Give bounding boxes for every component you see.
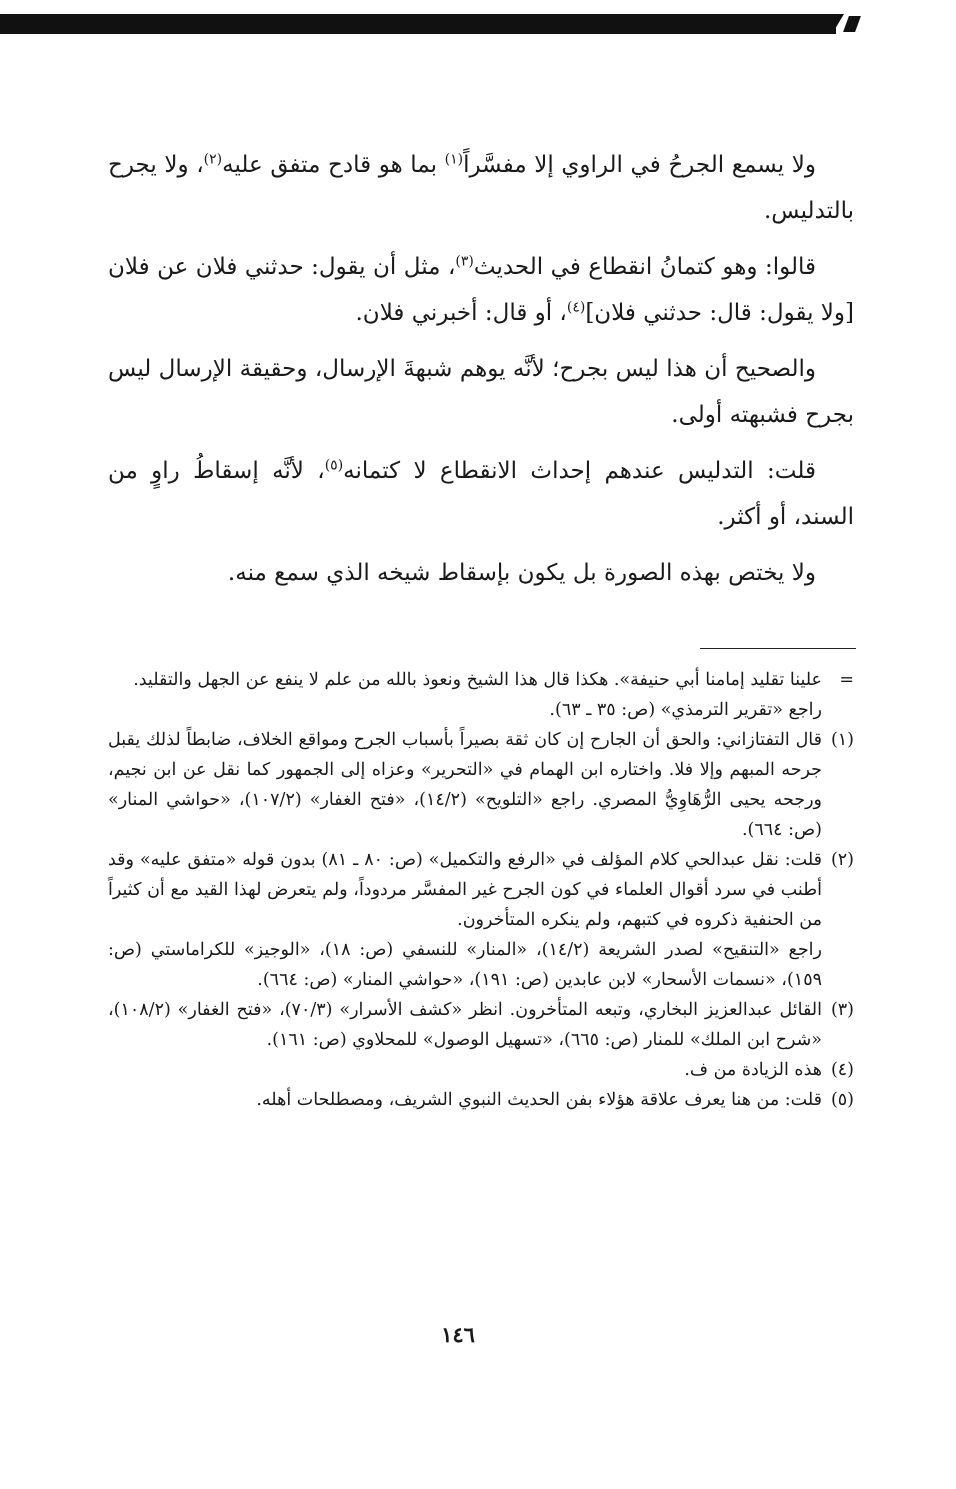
footnote-3 xyxy=(108,995,854,1055)
footnote-ref[interactable]: (٢) xyxy=(203,151,223,168)
footnote-marker: (٣) xyxy=(830,1000,854,1020)
footnote-continuation xyxy=(108,665,854,695)
footnote-marker: (٢) xyxy=(830,850,854,870)
footnote-separator xyxy=(700,648,856,649)
footnote-text: هذه الزيادة من ف. xyxy=(684,1060,822,1080)
footnote-2 xyxy=(108,845,854,935)
top-black-bar xyxy=(0,14,836,34)
footnote-ref[interactable]: (٣) xyxy=(455,253,474,270)
text: قلت: التدليس عندهم إحداث الانقطاع لا كتمانه xyxy=(343,458,816,484)
text: ، أو قال: أخبرني فلان. xyxy=(355,300,567,326)
corner-mark xyxy=(843,16,861,32)
text: ، ولا يجرح بالتدليس. xyxy=(108,152,854,224)
paragraph-3: والصحيح أن هذا ليس بجرح؛ لأنَّه يوهم شبهةَ الإرسال، وحقيقة الإرسال ليس بجرح فشبهته أولى. xyxy=(108,356,854,428)
footnote-5 xyxy=(108,1085,854,1115)
text: ، مثل أن يقول: حدثني فلان عن فلان [ولا يقول: قال: حدثني فلان] xyxy=(108,254,854,326)
footnote-reference-line: راجع «التنقيح» لصدر الشريعة (١٤/٢)، «المنار» للنسفي (ص: ١٨)، «الوجيز» للكراماستي (ص: ١٥٩)، «نسمات الأسحار» لابن عابدين (ص: ١٩١)، «حواشي المنار» (ص: ٦٦٤). xyxy=(108,940,822,990)
paragraph-1 xyxy=(108,142,854,234)
page-number: ١٤٦ xyxy=(441,1322,475,1347)
footnote-marker: (٥) xyxy=(830,1090,854,1110)
paragraph-5: ولا يختص بهذه الصورة بل يكون بإسقاط شيخه الذي سمع منه. xyxy=(227,560,816,586)
footnotes xyxy=(108,665,854,1115)
footnote-ref[interactable]: (٤) xyxy=(566,299,586,316)
text: بما هو قادح متفق عليه xyxy=(222,152,445,178)
footnote-1 xyxy=(108,725,854,845)
footnote-marker: = xyxy=(839,670,854,690)
footnote-text: القائل عبدالعزيز البخاري، وتبعه المتأخرون. انظر «كشف الأسرار» (٧٠/٣)، «فتح الغفار» (١٠٨/٢)، «شرح ابن الملك» للمنار (ص: ٦٦٥)، «تسهيل الوصول» للمحلاوي (ص: ١٦١). xyxy=(108,1000,822,1050)
footnote-ref[interactable]: (١) xyxy=(444,151,464,168)
footnote-text: قلت: نقل عبدالحي كلام المؤلف في «الرفع والتكميل» (ص: ٨٠ ـ ٨١) بدون قوله «متفق عليه» وقد أطنب في سرد أقوال العلماء في كون الجرح غير المفسَّر مردوداً، ولم يتعرض لهذا القيد مع أن كثيراً من الحنفية ذكروه في كتبهم، ولم ينكره المتأخرون. xyxy=(108,850,822,930)
footnote-reference-line: راجع «تقرير الترمذي» (ص: ٣٥ ـ ٦٣). xyxy=(549,700,822,720)
footnote-marker: (٤) xyxy=(830,1060,854,1080)
footnote-text: علينا تقليد إمامنا أبي حنيفة». هكذا قال هذا الشيخ ونعوذ بالله من علم لا ينفع عن الجهل والتقليد. xyxy=(133,670,822,690)
text: قالوا: وهو كتمانُ انقطاع في الحديث xyxy=(473,254,816,280)
text: ولا يسمع الجرحُ في الراوي إلا مفسَّراً xyxy=(463,152,816,178)
main-text xyxy=(108,142,854,606)
footnote-text: قال التفتازاني: والحق أن الجارح إن كان ثقة بصيراً بأسباب الجرح ومواقع الخلاف، ضابطاً لذلك يقبل جرحه المبهم وإلا فلا. واختاره ابن الهمام في «التحرير» وعزاه إلى الجمهور كما نقل عن ابن نجيم، ورجحه يحيى الرُّهَاوِيُّ المصري. راجع «التلويح» (١٤/٢)، «فتح الغفار» (١٠٧/٢)، «حواشي المنار» (ص: ٦٦٤). xyxy=(108,730,823,840)
paragraph-4 xyxy=(108,448,854,540)
footnote-marker: (١) xyxy=(830,730,854,750)
footnote-4 xyxy=(108,1055,854,1085)
footnote-ref[interactable]: (٥) xyxy=(324,457,344,474)
footnote-text: قلت: من هنا يعرف علاقة هؤلاء بفن الحديث النبوي الشريف، ومصطلحات أهله. xyxy=(256,1090,822,1110)
paragraph-2 xyxy=(108,244,854,336)
text: ، لأنَّه إسقاطُ راوٍ من السند، أو أكثر. xyxy=(108,458,854,530)
